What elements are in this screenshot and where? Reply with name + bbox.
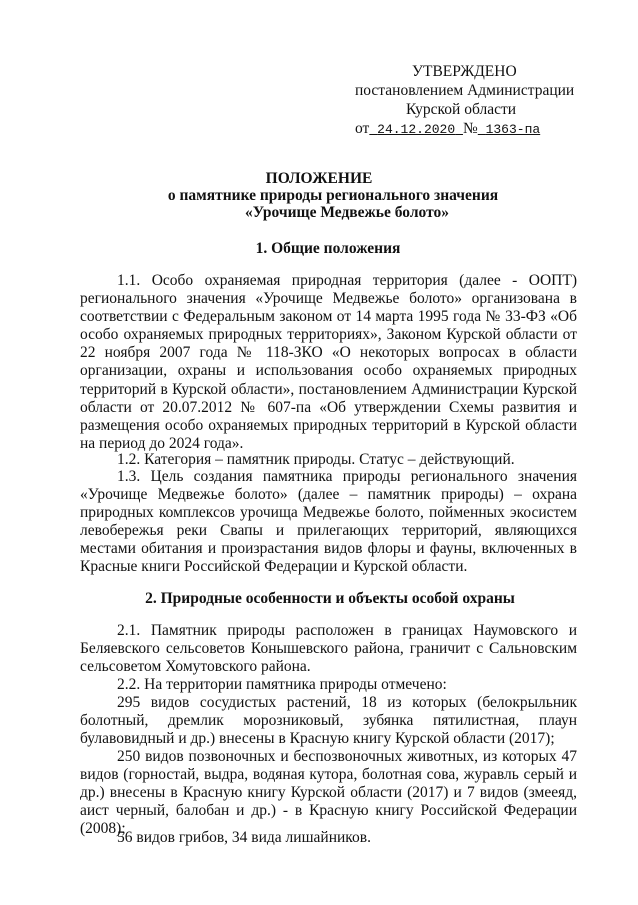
paragraph-2-2: 2.2. На территории памятника природы отмечено: — [117, 676, 447, 693]
approval-number: 1363-па — [485, 122, 541, 137]
approval-date: 24.12.2020 — [377, 122, 456, 137]
paragraph-1-3: 1.3. Цель создания памятника природы регионального значения «Урочище Медвежье болото» (далее – памятник природы) – охрана природных комплексов урочища Медвежье болото, пойменных экосистем левобережья реки Свапы и прилегающих территорий, являющихся местами обитания и произрастания видов флоры и фауны, включенных в Красные книги Российской Федерации и Курской области. — [80, 468, 577, 576]
approval-stamp — [340, 62, 590, 139]
paragraph-2-1: 2.1. Памятник природы расположен в границах Наумовского и Беляевского сельсоветов Конышевского района, граничит с Сальновским сельсоветом Хомутовского района. — [80, 622, 577, 676]
approval-line3: Курской области — [406, 101, 517, 118]
paragraph-plants: 295 видов сосудистых растений, 18 из которых (белокрыльник болотный, дремлик морозниковый, зубянка пятилистная, плаун булавовидный и др.) внесены в Красную книгу Курской области (2017); — [80, 694, 577, 748]
approval-title: УТВЕРЖДЕНО — [412, 63, 517, 80]
paragraph-1-1: 1.1. Особо охраняемая природная территория (далее - ООПТ) регионального значения «Урочище Медвежье болото» организована в соответствии с Федеральным законом от 14 марта 1995 года № 33-ФЗ «Об особо охраняемых природных территориях», Законом Курской области от 22 ноября 2007 года № 118-ЗКО «О некоторых вопросах в области организации, охраны и использования особо охраняемых природных территорий в Курской области», постановлением Администрации Курской области от 20.07.2012 № 607-па «Об утверждении Схемы развития и размещения особо охраняемых природных территорий в Курской области на период до 2024 года». — [80, 272, 577, 452]
approval-line2: постановлением Администрации — [355, 82, 575, 99]
paragraph-animals: 250 видов позвоночных и беспозвоночных животных, из которых 47 видов (горностай, выдра, водяная кутора, болотная сова, журавль серый и др.) внесены в Красную книгу Курской области (2017) и 7 видов (змееяд, аист черный, балобан и др.) - в Красную книгу Российской Федерации (2008); — [80, 748, 577, 838]
doc-subtitle-line2: «Урочище Медвежье болото» — [245, 204, 449, 221]
paragraph-fungi: 56 видов грибов, 34 вида лишайников. — [117, 829, 371, 846]
paragraph-1-2: 1.2. Категория – памятник природы. Статус – действующий. — [117, 451, 515, 468]
approval-date-line — [340, 119, 590, 139]
section1-heading: 1. Общие положения — [255, 240, 401, 257]
doc-title: ПОЛОЖЕНИЕ — [265, 170, 373, 187]
approval-date-prefix: от — [355, 120, 370, 137]
approval-number-prefix: № — [462, 120, 478, 137]
section2-heading: 2. Природные особенности и объекты особой охраны — [145, 590, 515, 607]
doc-subtitle-line1: о памятнике природы регионального значения — [167, 187, 499, 204]
